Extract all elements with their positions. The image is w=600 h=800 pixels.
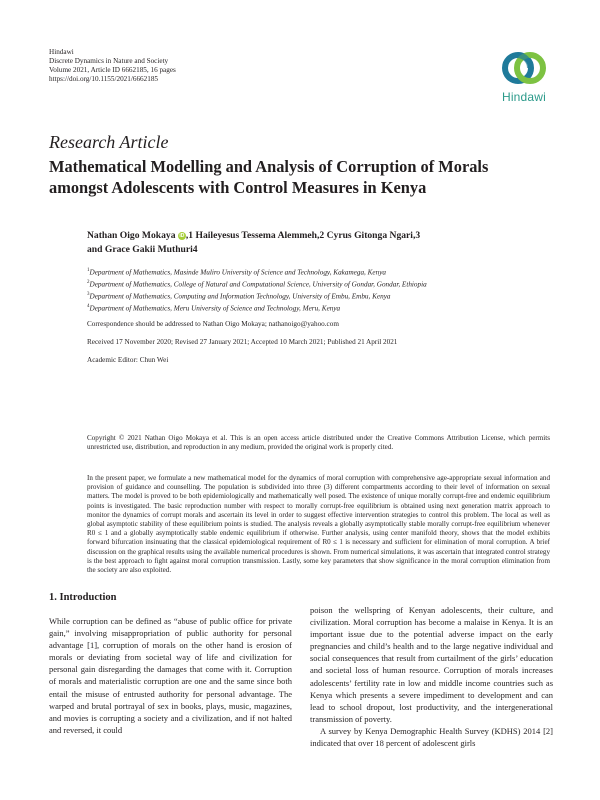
correspondence: Correspondence should be addressed to Nathan Oigo Mokaya; nathanoigo@yahoo.com [87,320,339,328]
affiliation-item: $^3$Department of Mathematics, Computing and Information Technology, University of Embu, Embu, Kenya [87,291,391,301]
affiliation-item: $^1$Department of Mathematics, Masinde Muliro University of Science and Technology, Kakamega, Kenya [87,268,386,277]
abstract: In the present paper, we formulate a new mathematical model for the dynamics of moral corruption with comprehensive age-appropriate sexual information and provision of guidance and counselling. The population is subdivided into three (3) different compartments according to their level of information on sexual matters. The model is proved to be both epidemiologically and mathematically well posed. The existence of unique morally corrupt-free and endemic equilibrium points is investigated. The basic reproduction number with respect to morally corrupt-free equilibrium is obtained using next generation matrix approach to monitor the dynamics of corrupt morals and ascertain its level in order to suggest effective intervention strategies to control this problem. The local as well as global asymptotic stability of these equilibrium points is studied. The analysis reveals a globally asymptotically stable morally corrupt-free equilibrium whenever R0 ≤ 1 and a globally asymptotically stable endemic equilibrium if otherwise. Further analysis, using center manifold theory, shows that the model exhibits forward bifurcation insinuating that the classical epidemiological requirement of R0 ≤ 1 is necessary and sufficient for elimination of moral corruption. A brief discussion on the graphical results using the available numerical procedures is shown. From numerical simulations, it was ascertain that integrated control strategy is the best approach to fight against moral corruption transmission. Lastly, some key parameters that show significance in the moral corruption elimination from the society are also exploited. [87,474,550,575]
article-type: Research Article [49,132,169,152]
author-last: and Grace Gakii Muthuri4 [87,244,198,255]
author-list [87,229,557,257]
author-rest: ,1 Haileyesus Tessema Alemmeh,2 Cyrus Gitonga Ngari,3 [185,230,421,241]
hindawi-logo [492,46,556,104]
affiliation-item: $^4$Department of Mathematics, Meru University of Science and Technology, Meru, Kenya [87,303,341,313]
body-column-left [49,615,292,736]
affiliations [87,266,427,314]
article-title: Mathematical Modelling and Analysis of Corruption of Morals amongst Adolescents with Control Measures in Kenya [49,157,489,197]
journal-name: Discrete Dynamics in Nature and Society [49,57,169,65]
body-paragraph: poison the wellspring of Kenyan adolescents, their culture, and civilization. Moral corruption has become a malaise in Kenya. It is an important issue due to the potential adverse impact on the early pregnancies and child’s health and to the large negative individual and social consequences that result from curtailment of the girls’ education and societal loss of human resource. Corruption of morals increases adolescents’ fertility rate in low and middle income countries such as Kenya which presents a severe impediment to development and can lead to school dropout, lost productivity, and the intergenerational transmission of poverty. [310,605,553,724]
body-paragraph: A survey by Kenya Demographic Health Survey (KDHS) 2014 [2] indicated that over 18 percent of adolescent girls [310,725,553,749]
doi-link[interactable]: https://doi.org/10.1155/2021/6662185 [49,75,159,83]
orcid-icon[interactable]: iD [179,233,185,239]
body-paragraph: While corruption can be defined as “abuse of public office for private gain,” involving misappropriation of public authority for personal advantage [1], corruption of morals on the other hand is erosion of morals or deviating from societal way of life and civilization for personal gain disregarding the damages that come with it. Corruption of morals and materialistic corruption are one and the same since both entail the misuse of entrusted authority for personal advantage. The warped and brutal portrayal of sex in books, plays, music, magazines, and movies is corrupting a society and a civilization, and if not halted and reversed, it could [49,616,292,735]
section-heading: 1. Introduction [49,592,117,603]
copyright-notice: Copyright © 2021 Nathan Oigo Mokaya et al. This is an open access article distributed under the Creative Commons Attribution License, which permits unrestricted use, distribution, and reproduction in any medium, provided the original work is properly cited. [87,434,550,452]
publication-dates: Received 17 November 2020; Revised 27 January 2021; Accepted 10 March 2021; Published 21 April 2021 [87,338,398,346]
author-first: Nathan Oigo Mokaya [87,230,176,241]
hindawi-rings-logo-icon [492,46,556,90]
volume-info: Volume 2021, Article ID 6662185, 16 pages [49,66,176,74]
affiliation-item: $^2$Department of Mathematics, College of Natural and Computational Science, University of Gondar, Gondar, Ethiopia [87,279,427,289]
publisher-name: Hindawi [49,48,74,56]
academic-editor: Academic Editor: Chun Wei [87,356,169,364]
logo-text: Hindawi [501,90,547,104]
journal-header [49,48,176,84]
body-column-right [310,604,553,749]
